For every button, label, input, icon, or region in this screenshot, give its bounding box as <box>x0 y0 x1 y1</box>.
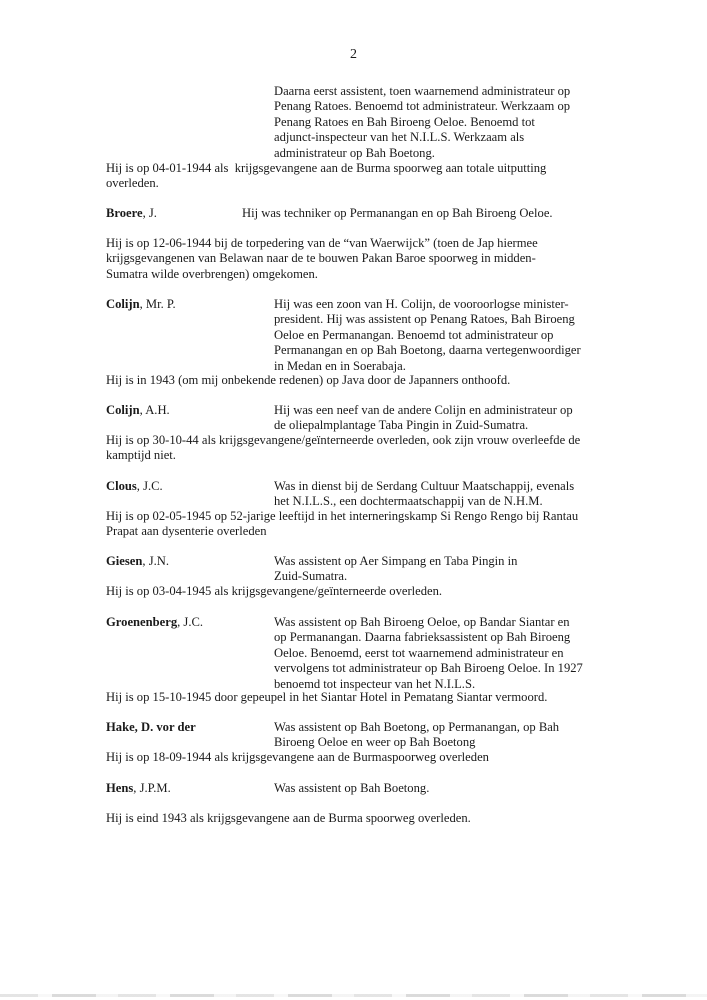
surname: Clous <box>106 479 137 493</box>
scan-edge-artifact <box>0 994 707 997</box>
text-line: Penang Ratoes. Benoemd tot administrateur. Werkzaam op <box>274 99 571 114</box>
text-line: Was assistent op Bah Boetong, op Permanangan, op Bah <box>274 720 560 734</box>
text-line: op Permanangan. Daarna fabrieksassistent op Bah Biroeng <box>274 630 571 645</box>
initials: , J.N. <box>142 554 169 568</box>
text-line: Was assistent op Bah Boetong. <box>274 781 430 795</box>
text-line: Hij was een zoon van H. Colijn, de vooroorlogse minister- <box>274 297 569 311</box>
text-line: Hij is op 03-04-1945 als krijgsgevangene/geïnterneerde overleden. <box>106 584 443 598</box>
text-line: Daarna eerst assistent, toen waarnemend administrateur op <box>274 84 571 98</box>
entry-name <box>106 720 196 735</box>
surname: Hake, D. vor der <box>106 720 196 734</box>
text-line: Oeloe. Benoemd, eerst tot waarnemend administrateur en <box>274 645 564 660</box>
text-line: Penang Ratoes en Bah Biroeng Oeloe. Benoemd tot <box>274 114 535 129</box>
text-line: Hij was techniker op Permanangan en op Bah Biroeng Oeloe. <box>242 206 553 220</box>
initials: , A.H. <box>139 403 170 417</box>
initials: , J.C. <box>177 615 204 629</box>
entry-death-note <box>106 811 626 826</box>
entry-death-note <box>106 750 626 765</box>
text-line: Hij is in 1943 (om mij onbekende redenen) op Java door de Japanners onthoofd. <box>106 373 511 387</box>
text-line: president. Hij was assistent op Penang Ratoes, Bah Biroeng <box>274 312 575 327</box>
surname: Groenenberg <box>106 615 178 629</box>
initials: , J.C. <box>136 479 163 493</box>
surname: Hens <box>106 781 134 795</box>
surname: Colijn <box>106 297 140 311</box>
initials: , J. <box>142 206 157 220</box>
initials: , Mr. P. <box>139 297 176 311</box>
text-line: adjunct-inspecteur van het N.I.L.S. Werkzaam als <box>274 130 525 145</box>
text-line: administrateur op Bah Boetong. <box>274 145 435 160</box>
entry-death-note <box>106 509 626 540</box>
entry-death-note <box>106 236 626 282</box>
entry-name <box>106 206 157 221</box>
text-line: Zuid-Sumatra. <box>274 569 348 584</box>
entry-description <box>274 479 619 510</box>
text-line: Was assistent op Aer Simpang en Taba Pingin in <box>274 554 518 568</box>
text-line: Hij is op 12-06-1944 bij de torpedering van de “van Waerwijck” (toen de Jap hiermee <box>106 236 538 250</box>
surname: Giesen <box>106 554 143 568</box>
entry-description <box>274 720 619 751</box>
text-line: overleden. <box>106 176 159 191</box>
text-line: Was in dienst bij de Serdang Cultuur Maatschappij, evenals <box>274 479 575 493</box>
entry-death-note <box>106 690 626 705</box>
text-line: Hij is op 15-10-1945 door gepeupel in het Siantar Hotel in Pematang Siantar vermoord. <box>106 690 548 704</box>
text-line: krijgsgevangenen van Belawan naar de te bouwen Pakan Baroe spoorweg in midden- <box>106 251 536 266</box>
entry-name <box>106 403 170 418</box>
text-line: Biroeng Oeloe en weer op Bah Boetong <box>274 735 476 750</box>
entry-description <box>274 297 619 374</box>
text-line: Hij is op 18-09-1944 als krijgsgevangene aan de Burmaspoorweg overleden <box>106 750 489 764</box>
text-line: Was assistent op Bah Biroeng Oeloe, op Bandar Siantar en <box>274 615 570 629</box>
entry-name <box>106 297 176 312</box>
entry-name <box>106 479 163 494</box>
initials: , J.P.M. <box>133 781 171 795</box>
text-line: Hij is op 04-01-1944 als krijgsgevangene aan de Burma spoorweg aan totale uitputting <box>106 161 547 175</box>
text-line: Sumatra wilde overbrengen) omgekomen. <box>106 266 318 281</box>
text-line: Hij is op 30-10-44 als krijgsgevangene/geïnterneerde overleden, ook zijn vrouw overleefde de <box>106 433 581 447</box>
entry-death-note <box>106 584 626 599</box>
entry-description <box>242 206 553 221</box>
entry-description <box>274 615 619 692</box>
text-line: de oliepalmplantage Taba Pingin in Zuid-Sumatra. <box>274 418 529 433</box>
text-line: Oeloe en Permanangan. Benoemd tot administrateur op <box>274 327 554 342</box>
intro-description <box>274 84 619 161</box>
text-line: vervolgens tot administrateur op Bah Biroeng Oeloe. In 1927 <box>274 661 583 676</box>
entry-death-note <box>106 373 626 388</box>
text-line: kamptijd niet. <box>106 448 176 463</box>
text-line: in Medan en in Soerabaja. <box>274 358 406 373</box>
text-line: Prapat aan dysenterie overleden <box>106 524 267 539</box>
text-line: Hij is op 02-05-1945 op 52-jarige leeftijd in het interneringskamp Si Rengo Rengo bij Rantau <box>106 509 579 523</box>
text-line: Permanangan en op Bah Boetong, daarna vertegenwoordiger <box>274 343 581 358</box>
text-line: benoemd tot inspecteur van het N.I.L.S. <box>274 676 476 691</box>
entry-description <box>274 403 619 434</box>
text-line: Hij is eind 1943 als krijgsgevangene aan de Burma spoorweg overleden. <box>106 811 471 825</box>
intro-death-note <box>106 161 626 192</box>
entry-description <box>274 781 619 796</box>
entry-name <box>106 615 203 630</box>
text-line: Hij was een neef van de andere Colijn en administrateur op <box>274 403 573 417</box>
entry-description <box>274 554 619 585</box>
surname: Colijn <box>106 403 140 417</box>
text-line: het N.I.L.S., een dochtermaatschappij van de N.H.M. <box>274 494 543 509</box>
page-number: 2 <box>350 47 357 62</box>
entry-name <box>106 554 169 569</box>
entry-name <box>106 781 171 796</box>
entry-death-note <box>106 433 626 464</box>
surname: Broere <box>106 206 143 220</box>
